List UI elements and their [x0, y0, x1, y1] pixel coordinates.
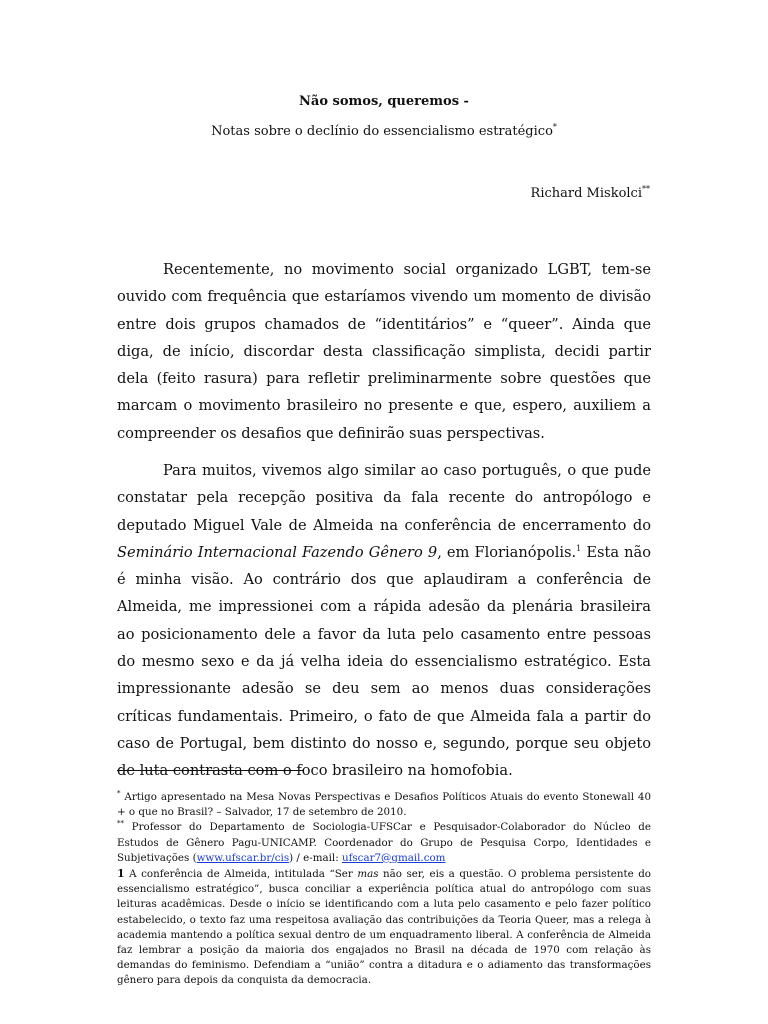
footnote-mark: * [117, 789, 121, 798]
paragraph-2-text-c: Esta não é minha visão. Ao contrário dos que aplaudiram a conferência de Almeida, me impressionei com a rápida adesão da plenária brasileira ao posicionamento dele a favor da luta pelo casamento entre pessoas do mesmo sexo e da já velha ideia do essencialismo estratégico. Esta impressionante adesão se deu sem ao menos duas considerações críticas fundamentais. Primeiro, o fato de que Almeida fala a partir do caso de Portugal, bem distinto do nosso e, segundo, porque seu objeto de luta contrasta com o foco brasileiro na homofobia. [117, 543, 651, 780]
document-title: Não somos, queremos - [299, 94, 469, 109]
document-subtitle [0, 124, 768, 140]
website-link[interactable]: www.ufscar.br/cis [196, 851, 290, 864]
footnote-ref-1[interactable]: 1 [576, 544, 582, 554]
footnote-text: Artigo apresentado na Mesa Novas Perspectivas e Desafios Políticos Atuais do evento Stonewall 40 + o que no Brasil? – Salvador, 17 de setembro de 2010. [117, 791, 651, 819]
footnote-text: ) / e-mail: [289, 851, 342, 864]
subtitle-text: Notas sobre o declínio do essencialismo estratégico [211, 124, 553, 139]
author-text: Richard Miskolci [530, 186, 642, 201]
footnote-italic: mas [357, 868, 379, 881]
paragraph-2-text-b: , em Florianópolis. [437, 543, 577, 561]
seminar-name: Seminário Internacional Fazendo Gênero 9 [117, 543, 438, 561]
email-link[interactable]: ufscar7@gmail.com [341, 851, 446, 864]
footnote-item [117, 820, 651, 866]
footnotes [117, 790, 651, 989]
footnote-item [117, 866, 651, 989]
paragraph-2-text-a: Para muitos, vivemos algo similar ao caso português, o que pude constatar pela recepção positiva da fala recente do antropólogo e deputado Miguel Vale de Almeida na conferência de encerramento do [117, 462, 651, 534]
footnote-text: A conferência de Almeida, intitulada “Ser [124, 868, 358, 881]
paragraph-1-text: Recentemente, no movimento social organizado LGBT, tem-se ouvido com frequência que estaríamos vivendo um momento de divisão entre dois grupos chamados de “identitários” e “queer”. Ainda que diga, de início, discordar desta classificação simplista, decidi partir dela (feito rasura) para refletir preliminarmente sobre questões que marcam o movimento brasileiro no presente e que, espero, auxiliem a compreender os desafios que definirão suas perspectivas. [117, 261, 651, 442]
footnote-mark: ** [117, 819, 124, 828]
footnote-separator [117, 770, 303, 771]
author-footnote-mark[interactable]: ** [642, 184, 650, 194]
author-name [531, 186, 650, 202]
footnote-number: 1 [117, 867, 125, 881]
body-paragraph-1 [117, 256, 651, 447]
body-paragraph-2 [117, 457, 651, 785]
subtitle-footnote-mark[interactable]: * [552, 122, 557, 132]
footnote-item [117, 790, 651, 820]
footnote-text: não ser, eis a questão. O problema persistente do essencialismo estratégico”, busca conciliar a experiência política atual do antropólogo com suas leituras acadêmicas. Desde o início se identificando com a luta pelo casamento e pelo fazer político estabelecido, o texto faz uma respeitosa avaliação das contribuições da Teoria Queer, mas a relega à academia mantendo a política sexual dentro de um enquadramento liberal. A conferência de Almeida faz lembrar a posição da maioria dos engajados no Brasil na década de 1970 com relação às demandas do feminismo. Defendiam a “união” contra a ditadura e o adiamento das transformações gênero para depois da conquista da democracia. [117, 868, 651, 987]
footnote-text: Professor do Departamento de Sociologia-UFSCar e Pesquisador-Colaborador do Núcleo de Estudos de Gênero Pagu-UNICAMP. Coordenador do Grupo de Pesquisa Corpo, Identidades e Subjetivações ( [117, 821, 651, 864]
